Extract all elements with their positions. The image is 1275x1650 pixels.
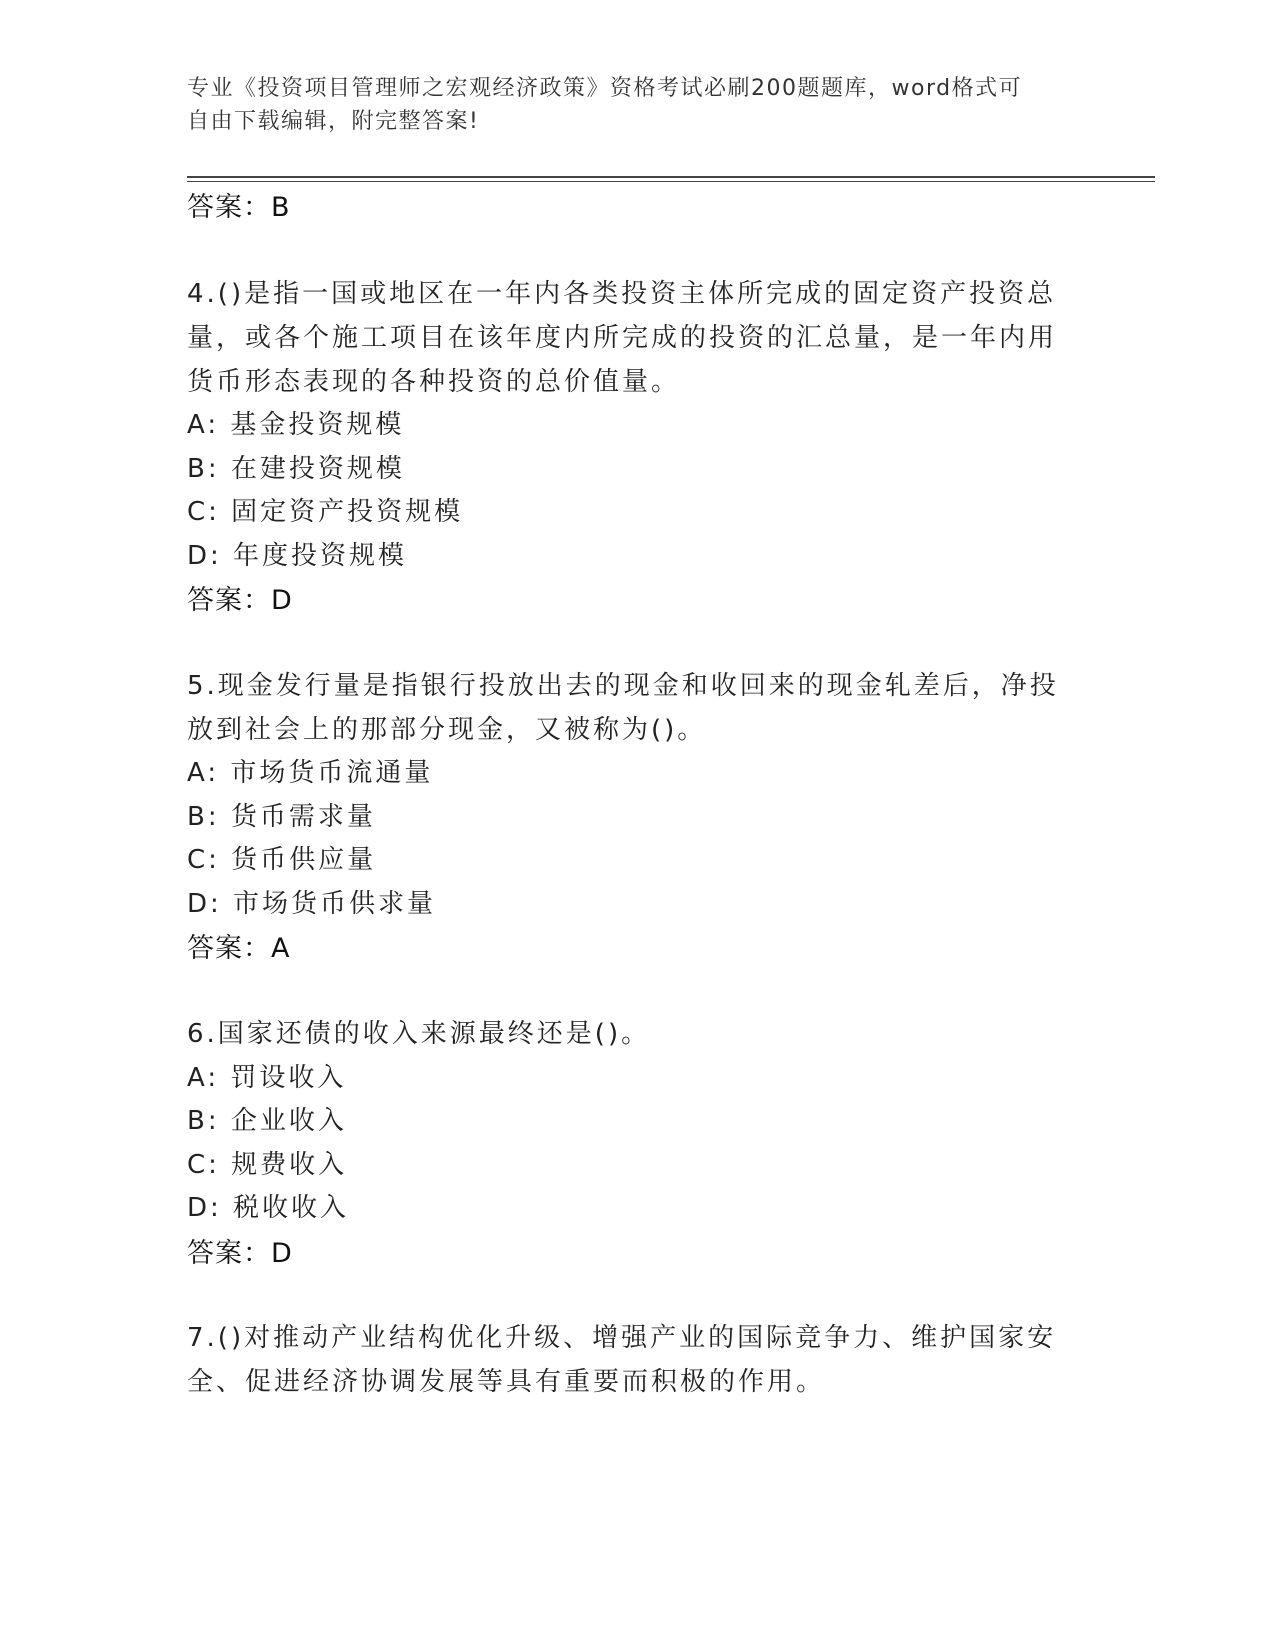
header-line-1: 专业《投资项目管理师之宏观经济政策》资格考试必刷200题题库，word格式可 bbox=[187, 76, 1023, 101]
question-text-line: 7.()对推动产业结构优化升级、增强产业的国际竞争力、维护国家安 bbox=[187, 1323, 1057, 1353]
document-header bbox=[187, 72, 1067, 138]
header-divider-thin bbox=[187, 181, 1155, 182]
option-a: A: 市场货币流通量 bbox=[187, 758, 434, 788]
option-a: A: 基金投资规模 bbox=[187, 410, 405, 440]
question-text-line: 放到社会上的那部分现金，又被称为()。 bbox=[187, 715, 707, 745]
option-a: A: 罚设收入 bbox=[187, 1063, 347, 1093]
option-b: B: 货币需求量 bbox=[187, 802, 376, 832]
question-text-line: 6.国家还债的收入来源最终还是()。 bbox=[187, 1019, 651, 1049]
header-line-2: 自由下载编辑，附完整答案! bbox=[187, 109, 480, 134]
answer-q5: 答案：A bbox=[187, 933, 291, 964]
answer-q6: 答案：D bbox=[187, 1238, 293, 1269]
header-divider-thick bbox=[187, 176, 1155, 178]
answer-q3: 答案：B bbox=[187, 192, 291, 223]
answer-q4: 答案：D bbox=[187, 585, 293, 616]
option-c: C: 货币供应量 bbox=[187, 845, 377, 875]
option-c: C: 规费收入 bbox=[187, 1150, 348, 1180]
question-text-line: 量，或各个施工项目在该年度内所完成的投资的汇总量，是一年内用 bbox=[187, 323, 1058, 353]
question-text-line: 全、促进经济协调发展等具有重要而积极的作用。 bbox=[187, 1367, 826, 1397]
option-d: D: 市场货币供求量 bbox=[187, 889, 437, 919]
option-b: B: 在建投资规模 bbox=[187, 454, 405, 484]
question-text-line: 4.()是指一国或地区在一年内各类投资主体所完成的固定资产投资总 bbox=[187, 279, 1057, 309]
question-text-line: 5.现金发行量是指银行投放出去的现金和收回来的现金轧差后，净投 bbox=[187, 671, 1059, 701]
option-b: B: 企业收入 bbox=[187, 1106, 347, 1136]
option-d: D: 年度投资规模 bbox=[187, 541, 408, 571]
option-c: C: 固定资产投资规模 bbox=[187, 497, 464, 527]
option-d: D: 税收收入 bbox=[187, 1193, 350, 1223]
question-text-line: 货币形态表现的各种投资的总价值量。 bbox=[187, 367, 681, 397]
